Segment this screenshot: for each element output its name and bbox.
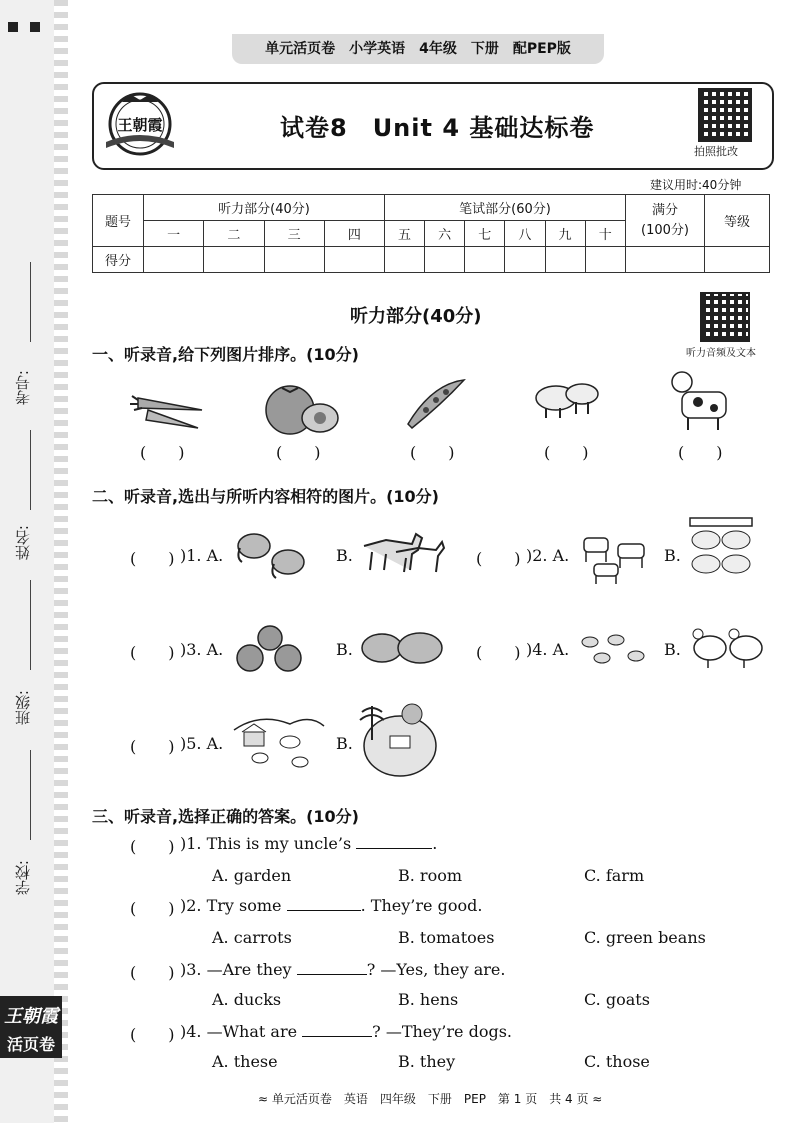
q1-text: )1. This is my uncle’s — [180, 834, 352, 853]
score-cell[interactable] — [505, 247, 545, 273]
part2-q4: )4. A. — [526, 640, 570, 659]
elephants-icon — [232, 524, 312, 584]
school-line — [30, 750, 31, 840]
col-header: 六 — [425, 221, 465, 247]
part3-q3 — [180, 960, 505, 979]
score-cell[interactable] — [385, 247, 425, 273]
part2-answer-4[interactable]: ( ) — [476, 643, 521, 662]
part2-q4-b: B. — [664, 640, 681, 659]
q1-blank[interactable] — [356, 848, 432, 849]
col-header: 二 — [204, 221, 264, 247]
logo-text: 王朝霞 — [117, 116, 163, 134]
score-cell[interactable] — [626, 247, 705, 273]
tomatoes-group-icon — [234, 624, 304, 674]
score-cell[interactable] — [425, 247, 465, 273]
score-table — [92, 194, 770, 273]
page-title: 试卷8 Unit 4 基础达标卷 — [280, 114, 595, 142]
part1-answer-5[interactable]: ( ) — [678, 443, 723, 462]
part2-q5-b: B. — [336, 734, 353, 753]
q3-text: )3. —Are they — [180, 960, 292, 979]
carrots-icon — [128, 380, 210, 436]
brand-line1: 王朝霞 — [4, 1006, 58, 1027]
col-header: 九 — [545, 221, 585, 247]
page-footer: ≈ 单元活页卷 英语 四年级 下册 PEP 第 1 页 共 4 页 ≈ — [258, 1092, 603, 1106]
horses-icon — [356, 526, 446, 576]
q2-text: )2. Try some — [180, 896, 282, 915]
tomatoes-icon — [262, 378, 342, 440]
q2-option-a[interactable]: A. carrots — [212, 928, 292, 947]
score-cell[interactable] — [585, 247, 625, 273]
part3-answer-3[interactable]: ( ) — [130, 963, 175, 982]
listening-group: 听力部分(40分) — [144, 195, 385, 221]
class-line — [30, 580, 31, 670]
score-cell[interactable] — [324, 247, 384, 273]
publisher-logo-icon — [100, 88, 180, 160]
col-header: 十 — [585, 221, 625, 247]
sheep-icon — [530, 376, 604, 424]
part2-answer-1[interactable]: ( ) — [130, 549, 175, 568]
q2-end: . They’re good. — [360, 896, 483, 915]
part1-answer-2[interactable]: ( ) — [276, 443, 321, 462]
ducks-icon — [576, 630, 656, 670]
q3-option-b[interactable]: B. hens — [398, 990, 459, 1009]
corner-mark — [8, 22, 18, 32]
score-cell[interactable] — [465, 247, 505, 273]
part2-q2: )2. A. — [526, 546, 570, 565]
writing-group: 笔试部分(60分) — [385, 195, 626, 221]
q1-option-c[interactable]: C. farm — [584, 866, 645, 885]
col-header: 八 — [505, 221, 545, 247]
q2-option-c[interactable]: C. green beans — [584, 928, 706, 947]
part2-answer-3[interactable]: ( ) — [130, 643, 175, 662]
part3-q1 — [180, 834, 437, 853]
q3-option-a[interactable]: A. ducks — [212, 990, 282, 1009]
q3-blank[interactable] — [297, 974, 367, 975]
series-banner: 单元活页卷 小学英语 4年级 下册 配PEP版 — [232, 34, 604, 64]
part3-answer-2[interactable]: ( ) — [130, 899, 175, 918]
col-header: 四 — [324, 221, 384, 247]
part1-answer-1[interactable]: ( ) — [140, 443, 185, 462]
q2-blank[interactable] — [287, 910, 361, 911]
part1-heading: 一、听录音,给下列图片排序。(10分) — [92, 345, 359, 364]
school-label: 学校: — [14, 860, 32, 896]
part2-q3: )3. A. — [180, 640, 224, 659]
suggested-time: 建议用时:40分钟 — [650, 178, 742, 192]
part1-answer-4[interactable]: ( ) — [544, 443, 589, 462]
part2-answer-5[interactable]: ( ) — [130, 737, 175, 756]
cow-icon — [668, 368, 734, 434]
col-header: 一 — [144, 221, 204, 247]
brand-box — [0, 996, 62, 1058]
full-mark-label: 满分 — [651, 202, 678, 218]
q1-end: . — [432, 834, 438, 853]
grade-label: 等级 — [705, 195, 770, 247]
part3-heading: 三、听录音,选择正确的答案。(10分) — [92, 807, 359, 826]
q2-option-b[interactable]: B. tomatoes — [398, 928, 495, 947]
part2-q2-b: B. — [664, 546, 681, 565]
sheep-pen-icon — [686, 514, 756, 584]
garden-icon — [358, 700, 438, 782]
part2-answer-2[interactable]: ( ) — [476, 549, 521, 568]
q4-end: ? —They’re dogs. — [372, 1022, 513, 1041]
potatoes-icon — [360, 630, 444, 666]
binding-edge — [54, 0, 68, 1123]
q4-option-b[interactable]: B. they — [398, 1052, 456, 1071]
corner-mark — [30, 22, 40, 32]
part2-q1: )1. A. — [180, 546, 224, 565]
brand-line2: 活页卷 — [6, 1035, 55, 1054]
part2-heading: 二、听录音,选出与所听内容相符的图片。(10分) — [92, 487, 439, 506]
score-cell[interactable] — [705, 247, 770, 273]
part3-answer-1[interactable]: ( ) — [130, 837, 175, 856]
q3-option-c[interactable]: C. goats — [584, 990, 650, 1009]
part3-q2 — [180, 896, 482, 915]
name-label: 姓名: — [14, 525, 32, 561]
part2-q1-b: B. — [336, 546, 353, 565]
col-header: 七 — [465, 221, 505, 247]
audio-qr-code-icon — [700, 292, 750, 342]
full-mark-cell — [626, 195, 705, 247]
col-header: 三 — [264, 221, 324, 247]
q4-option-a[interactable]: A. these — [212, 1052, 278, 1071]
qr-caption: 拍照批改 — [694, 145, 738, 158]
listening-title: 听力部分(40分) — [350, 306, 482, 327]
score-cell[interactable] — [144, 247, 204, 273]
binding-strip — [0, 0, 62, 1123]
q1-option-a[interactable]: A. garden — [212, 866, 292, 885]
hens-icon — [688, 624, 768, 670]
exam-no-label: 考号: — [14, 370, 32, 406]
full-mark-value: (100分) — [641, 222, 689, 238]
q4-blank[interactable] — [302, 1036, 372, 1037]
score-cell[interactable] — [204, 247, 264, 273]
q1-option-b[interactable]: B. room — [398, 866, 463, 885]
col-header: 五 — [385, 221, 425, 247]
audio-qr-caption: 听力音频及文本 — [686, 348, 756, 359]
part1-answer-3[interactable]: ( ) — [410, 443, 455, 462]
part2-q5: )5. A. — [180, 734, 224, 753]
row-label: 题号 — [93, 195, 144, 247]
goats-icon — [574, 514, 654, 586]
part3-q4 — [180, 1022, 512, 1041]
name-line — [30, 430, 31, 510]
farm-scene-icon — [230, 710, 326, 774]
part2-q3-b: B. — [336, 640, 353, 659]
exam-no-line — [30, 262, 31, 342]
score-cell[interactable] — [264, 247, 324, 273]
green-beans-icon — [402, 374, 470, 432]
score-cell[interactable] — [545, 247, 585, 273]
q4-text: )4. —What are — [180, 1022, 298, 1041]
class-label: 班级: — [14, 690, 32, 726]
part3-answer-4[interactable]: ( ) — [130, 1025, 175, 1044]
q3-end: ? —Yes, they are. — [366, 960, 506, 979]
score-label: 得分 — [93, 247, 144, 273]
q4-option-c[interactable]: C. those — [584, 1052, 650, 1071]
qr-code-icon — [698, 88, 752, 142]
